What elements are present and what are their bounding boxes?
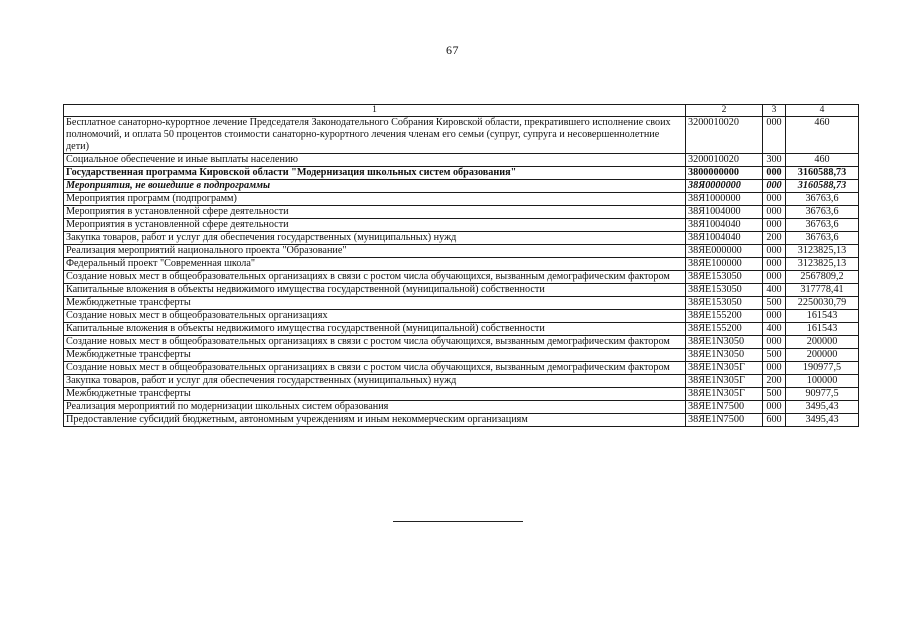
row-name-cell: Федеральный проект "Современная школа"	[64, 258, 686, 271]
row-code-cell: 38ЯE1N7500	[686, 414, 763, 427]
row-amount-cell: 161543	[786, 323, 859, 336]
row-type-cell: 000	[763, 362, 786, 375]
row-name-cell: Капитальные вложения в объекты недвижимого имущества государственной (муниципальной) собственности	[64, 323, 686, 336]
row-type-cell: 500	[763, 349, 786, 362]
table-row	[64, 206, 859, 219]
row-name-cell: Создание новых мест в общеобразовательных организациях в связи с ростом числа обучающихся, вызванным демографическим фактором	[64, 271, 686, 284]
row-name-cell: Закупка товаров, работ и услуг для обеспечения государственных (муниципальных) нужд	[64, 375, 686, 388]
row-code-cell: 38ЯE1N3050	[686, 349, 763, 362]
row-name-cell: Мероприятия, не вошедшие в подпрограммы	[64, 180, 686, 193]
row-amount-cell: 200000	[786, 336, 859, 349]
table-row	[64, 232, 859, 245]
row-type-cell: 000	[763, 258, 786, 271]
row-amount-cell: 3495,43	[786, 401, 859, 414]
row-name-cell: Реализация мероприятий по модернизации школьных систем образования	[64, 401, 686, 414]
table-row	[64, 193, 859, 206]
row-type-cell: 500	[763, 388, 786, 401]
row-amount-cell: 3123825,13	[786, 245, 859, 258]
row-code-cell: 38Я0000000	[686, 180, 763, 193]
row-amount-cell: 90977,5	[786, 388, 859, 401]
table-row	[64, 297, 859, 310]
row-type-cell: 000	[763, 271, 786, 284]
row-name-cell: Межбюджетные трансферты	[64, 388, 686, 401]
row-type-cell: 200	[763, 375, 786, 388]
table-header-row	[64, 105, 859, 117]
row-amount-cell: 3123825,13	[786, 258, 859, 271]
row-name-cell: Государственная программа Кировской области "Модернизация школьных систем образования"	[64, 167, 686, 180]
row-amount-cell: 2250030,79	[786, 297, 859, 310]
row-code-cell: 38ЯE100000	[686, 258, 763, 271]
table-row	[64, 388, 859, 401]
table-row	[64, 375, 859, 388]
row-name-cell: Создание новых мест в общеобразовательных организациях	[64, 310, 686, 323]
row-type-cell: 600	[763, 414, 786, 427]
footnote-divider	[393, 521, 523, 522]
row-amount-cell: 36763,6	[786, 232, 859, 245]
row-code-cell: 38ЯE1N3050	[686, 336, 763, 349]
table-row	[64, 271, 859, 284]
row-amount-cell: 3495,43	[786, 414, 859, 427]
row-amount-cell: 36763,6	[786, 193, 859, 206]
row-amount-cell: 460	[786, 154, 859, 167]
table-row	[64, 336, 859, 349]
row-code-cell: 3200010020	[686, 154, 763, 167]
row-type-cell: 200	[763, 232, 786, 245]
row-name-cell: Мероприятия программ (подпрограмм)	[64, 193, 686, 206]
budget-table	[63, 104, 859, 427]
table-row	[64, 258, 859, 271]
column-header-type: 3	[763, 105, 786, 117]
row-name-cell: Межбюджетные трансферты	[64, 297, 686, 310]
row-amount-cell: 161543	[786, 310, 859, 323]
row-type-cell: 000	[763, 336, 786, 349]
table-row	[64, 349, 859, 362]
row-type-cell: 300	[763, 154, 786, 167]
row-code-cell: 38Я1000000	[686, 193, 763, 206]
row-code-cell: 3200010020	[686, 117, 763, 154]
table-body	[64, 117, 859, 427]
row-name-cell: Создание новых мест в общеобразовательных организациях в связи с ростом числа обучающихся, вызванным демографическим фактором	[64, 362, 686, 375]
row-type-cell: 000	[763, 401, 786, 414]
table-row	[64, 310, 859, 323]
table-row	[64, 167, 859, 180]
row-amount-cell: 3160588,73	[786, 180, 859, 193]
row-code-cell: 38ЯE1N305Г	[686, 388, 763, 401]
table-row	[64, 219, 859, 232]
row-amount-cell: 100000	[786, 375, 859, 388]
row-amount-cell: 200000	[786, 349, 859, 362]
row-code-cell: 38ЯE1N305Г	[686, 375, 763, 388]
row-type-cell: 000	[763, 193, 786, 206]
row-amount-cell: 2567809,2	[786, 271, 859, 284]
column-header-amount: 4	[786, 105, 859, 117]
row-code-cell: 38ЯE1N7500	[686, 401, 763, 414]
row-amount-cell: 190977,5	[786, 362, 859, 375]
table-row	[64, 323, 859, 336]
row-type-cell: 000	[763, 310, 786, 323]
row-code-cell: 38ЯE153050	[686, 284, 763, 297]
row-type-cell: 000	[763, 167, 786, 180]
column-header-name: 1	[64, 105, 686, 117]
table-row	[64, 401, 859, 414]
row-name-cell: Социальное обеспечение и иные выплаты населению	[64, 154, 686, 167]
row-code-cell: 38ЯE155200	[686, 323, 763, 336]
row-code-cell: 38ЯE1N305Г	[686, 362, 763, 375]
row-type-cell: 000	[763, 117, 786, 154]
row-name-cell: Предоставление субсидий бюджетным, автономным учреждениям и иным некоммерческим организациям	[64, 414, 686, 427]
row-type-cell: 500	[763, 297, 786, 310]
row-amount-cell: 460	[786, 117, 859, 154]
row-name-cell: Межбюджетные трансферты	[64, 349, 686, 362]
row-type-cell: 000	[763, 180, 786, 193]
row-code-cell: 38ЯE153050	[686, 271, 763, 284]
table-row	[64, 180, 859, 193]
row-amount-cell: 36763,6	[786, 219, 859, 232]
row-code-cell: 38ЯE155200	[686, 310, 763, 323]
table-row	[64, 154, 859, 167]
row-name-cell: Мероприятия в установленной сфере деятельности	[64, 206, 686, 219]
row-type-cell: 400	[763, 323, 786, 336]
table-row	[64, 414, 859, 427]
row-code-cell: 38Я1004000	[686, 206, 763, 219]
row-type-cell: 000	[763, 206, 786, 219]
row-type-cell: 000	[763, 219, 786, 232]
page-number: 67	[446, 43, 459, 57]
row-amount-cell: 36763,6	[786, 206, 859, 219]
row-code-cell: 38Я1004040	[686, 232, 763, 245]
row-code-cell: 38Я1004040	[686, 219, 763, 232]
row-name-cell: Реализация мероприятий национального проекта "Образование"	[64, 245, 686, 258]
row-amount-cell: 3160588,73	[786, 167, 859, 180]
row-amount-cell: 317778,41	[786, 284, 859, 297]
row-name-cell: Бесплатное санаторно-курортное лечение Председателя Законодательного Собрания Кировской области, прекратившего исполнение своих полномочий, и оплата 50 процентов стоимости санаторно-курортного лечения членам его семьи (супруг, супруга и несовершеннолетние дети)	[64, 117, 686, 154]
row-code-cell: 38ЯE000000	[686, 245, 763, 258]
row-type-cell: 400	[763, 284, 786, 297]
table-row	[64, 117, 859, 154]
table-row	[64, 284, 859, 297]
row-name-cell: Закупка товаров, работ и услуг для обеспечения государственных (муниципальных) нужд	[64, 232, 686, 245]
row-name-cell: Мероприятия в установленной сфере деятельности	[64, 219, 686, 232]
row-name-cell: Создание новых мест в общеобразовательных организациях в связи с ростом числа обучающихся, вызванным демографическим фактором	[64, 336, 686, 349]
table-row	[64, 245, 859, 258]
row-type-cell: 000	[763, 245, 786, 258]
column-header-code: 2	[686, 105, 763, 117]
row-code-cell: 38ЯE153050	[686, 297, 763, 310]
row-code-cell: 3800000000	[686, 167, 763, 180]
table-row	[64, 362, 859, 375]
row-name-cell: Капитальные вложения в объекты недвижимого имущества государственной (муниципальной) собственности	[64, 284, 686, 297]
